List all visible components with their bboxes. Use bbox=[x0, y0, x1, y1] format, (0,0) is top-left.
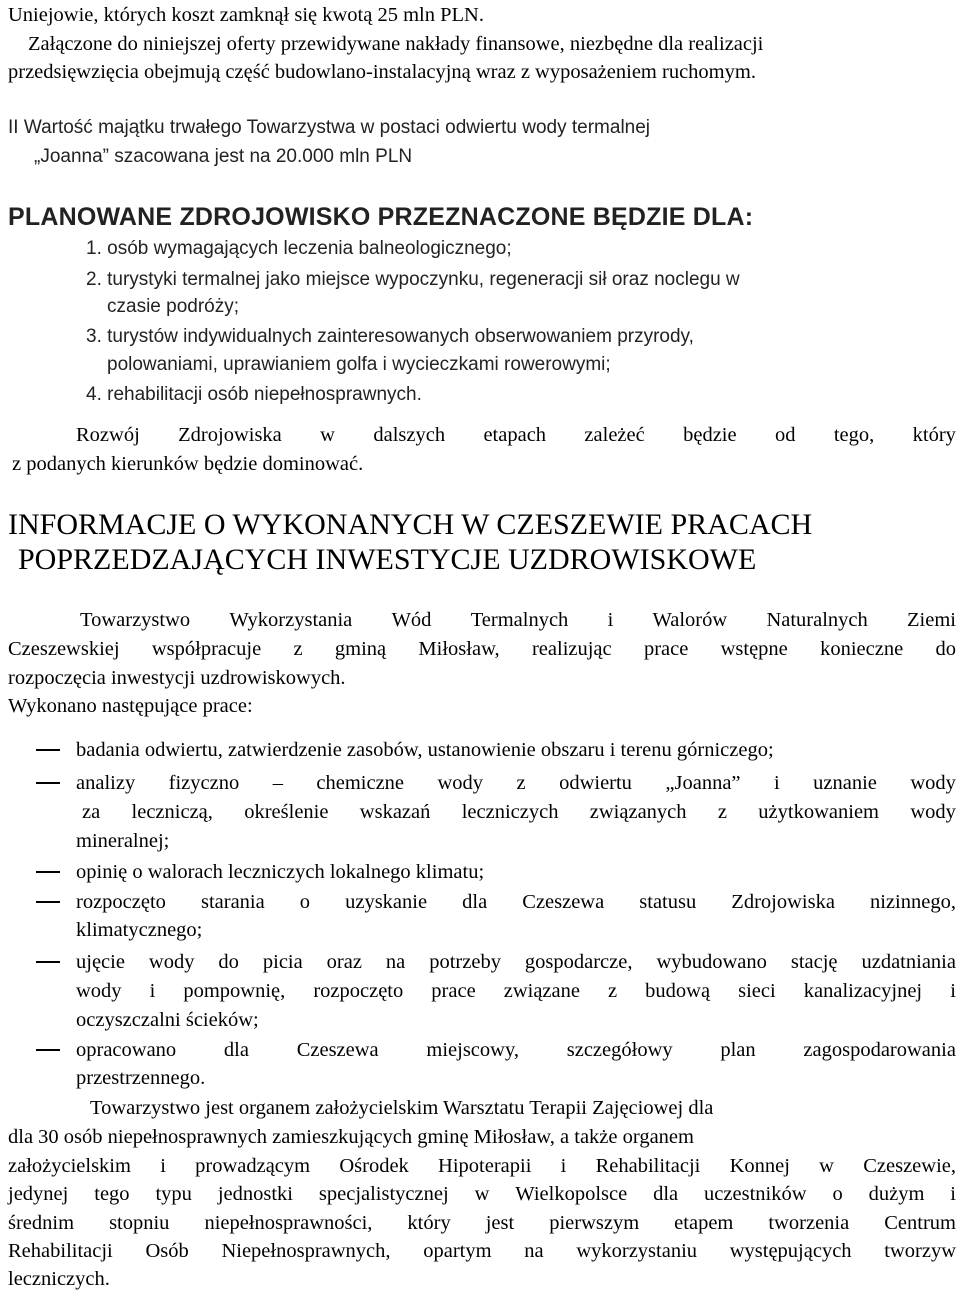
word: i bbox=[149, 980, 156, 1002]
list-item: 4. rehabilitacji osób niepełnosprawnych. bbox=[86, 384, 422, 405]
dash-bullet bbox=[36, 749, 60, 751]
word: Walorów bbox=[652, 609, 728, 631]
word: wybudowano bbox=[656, 951, 767, 973]
word: odwiertu bbox=[559, 772, 632, 794]
word: który bbox=[912, 424, 956, 446]
word: z bbox=[516, 772, 526, 794]
word: uzyskanie bbox=[345, 891, 428, 913]
word: który bbox=[407, 1212, 451, 1234]
word: budową bbox=[645, 980, 711, 1002]
word: dużym bbox=[868, 1183, 925, 1205]
final-line bbox=[8, 1209, 956, 1237]
word: z bbox=[608, 980, 618, 1002]
word: w bbox=[320, 424, 335, 446]
word: potrzeby bbox=[429, 951, 501, 973]
word: chemiczne bbox=[316, 772, 405, 794]
word: kanalizacyjnej bbox=[803, 980, 923, 1002]
word: prowadzącym bbox=[195, 1155, 311, 1177]
word: zagospodarowania bbox=[803, 1039, 956, 1061]
word: prace bbox=[643, 638, 689, 660]
word: wody bbox=[76, 980, 122, 1002]
word: pompownię, bbox=[183, 980, 286, 1002]
dash-bullet bbox=[36, 901, 60, 903]
society-line bbox=[8, 635, 956, 663]
word: leczniczą, bbox=[131, 801, 213, 823]
word: rozpoczęto bbox=[313, 980, 404, 1002]
society-line: rozpoczęcia inwestycji uzdrowiskowych. bbox=[8, 667, 346, 689]
word: do bbox=[218, 951, 239, 973]
word: szczegółowy bbox=[566, 1039, 673, 1061]
word: w bbox=[474, 1183, 490, 1205]
final-line bbox=[8, 1180, 956, 1208]
final-line: Towarzystwo jest organem założycielskim Warsztatu Terapii Zajęciowej dla bbox=[90, 1097, 714, 1119]
list-item: 3. turystów indywidualnych zainteresowanych obserwowaniem przyrody, bbox=[86, 326, 694, 347]
word: gminą bbox=[334, 638, 387, 660]
word: jednostki bbox=[217, 1183, 293, 1205]
word: Miłosław, bbox=[418, 638, 500, 660]
word: statusu bbox=[639, 891, 697, 913]
word: Zdrojowiska bbox=[178, 424, 282, 446]
word: oraz bbox=[326, 951, 362, 973]
society-line bbox=[80, 606, 956, 634]
word: realizując bbox=[531, 638, 612, 660]
dash-bullet bbox=[36, 782, 60, 784]
works-item bbox=[76, 1036, 956, 1064]
list-item-continuation: polowaniami, uprawianiem golfa i wycieczkami rowerowymi; bbox=[107, 354, 611, 375]
dash-bullet bbox=[36, 871, 60, 873]
final-line: leczniczych. bbox=[8, 1268, 110, 1290]
word: o bbox=[832, 1183, 843, 1205]
word: na bbox=[385, 951, 406, 973]
word: fizyczno bbox=[168, 772, 240, 794]
word: za bbox=[82, 801, 101, 823]
word: uznanie bbox=[813, 772, 877, 794]
word: i bbox=[950, 1183, 956, 1205]
word: wstępne bbox=[720, 638, 788, 660]
asset-value-line: II Wartość majątku trwałego Towarzystwa w postaci odwiertu wody termalnej bbox=[8, 117, 651, 138]
word: gospodarcze, bbox=[524, 951, 633, 973]
word: starania bbox=[200, 891, 265, 913]
word: picia bbox=[262, 951, 303, 973]
word: użytkowaniem bbox=[758, 801, 879, 823]
word: założycielskim bbox=[8, 1155, 131, 1177]
final-line: dla 30 osób niepełnosprawnych zamieszkujących gminę Miłosław, a także organem bbox=[8, 1126, 694, 1148]
word: miejscowy, bbox=[426, 1039, 520, 1061]
word: określenie bbox=[244, 801, 329, 823]
works-item-continuation: oczyszczalni ścieków; bbox=[76, 1009, 259, 1031]
word: wykorzystaniu bbox=[576, 1240, 698, 1262]
word: typu bbox=[155, 1183, 192, 1205]
word: współpracuje bbox=[151, 638, 262, 660]
works-item-continuation bbox=[76, 977, 956, 1005]
word: związane bbox=[503, 980, 580, 1002]
word: Rehabilitacji bbox=[595, 1155, 701, 1177]
word: Naturalnych bbox=[766, 609, 868, 631]
word: Konnej bbox=[729, 1155, 790, 1177]
word: Czeszewskiej bbox=[8, 638, 120, 660]
word: niepełnosprawności, bbox=[204, 1212, 373, 1234]
word: od bbox=[774, 424, 796, 446]
word: Rozwój bbox=[76, 424, 140, 446]
word: prace bbox=[431, 980, 476, 1002]
word: Rehabilitacji bbox=[8, 1240, 113, 1262]
word: i bbox=[160, 1155, 166, 1177]
works-item bbox=[76, 769, 956, 797]
word: wody bbox=[148, 951, 195, 973]
word: konieczne bbox=[820, 638, 904, 660]
word: Czeszewa bbox=[522, 891, 605, 913]
works-item bbox=[76, 948, 956, 976]
word: uczestników bbox=[704, 1183, 807, 1205]
works-intro: Wykonano następujące prace: bbox=[8, 695, 253, 717]
word: wody bbox=[437, 772, 484, 794]
word: plan bbox=[720, 1039, 756, 1061]
word: Wód bbox=[391, 609, 432, 631]
word: wskazań bbox=[359, 801, 431, 823]
word: o bbox=[299, 891, 311, 913]
final-line bbox=[8, 1237, 956, 1265]
dash-bullet bbox=[36, 961, 60, 963]
word: specjalistycznej bbox=[318, 1183, 449, 1205]
word: Czeszewa bbox=[296, 1039, 379, 1061]
word: Towarzystwo bbox=[80, 609, 191, 631]
word: związanych bbox=[589, 801, 687, 823]
word: Wielkopolsce bbox=[515, 1183, 628, 1205]
works-item-continuation: mineralnej; bbox=[76, 830, 170, 852]
works-item-continuation: klimatycznego; bbox=[76, 919, 203, 941]
word: uzdatniania bbox=[861, 951, 956, 973]
word: ujęcie bbox=[76, 951, 125, 973]
dash-bullet bbox=[36, 1049, 60, 1051]
word: występujących bbox=[729, 1240, 852, 1262]
info-heading: POPRZEDZAJĄCYCH INWESTYCJE UZDROWISKOWE bbox=[18, 543, 757, 576]
word: nizinnego, bbox=[869, 891, 956, 913]
word: opracowano bbox=[76, 1039, 177, 1061]
word: na bbox=[524, 1240, 544, 1262]
planned-heading: PLANOWANE ZDROJOWISKO PRZEZNACZONE BĘDZIE DLA: bbox=[8, 203, 754, 231]
word: Centrum bbox=[884, 1212, 956, 1234]
development-line: z podanych kierunków będzie dominować. bbox=[12, 453, 364, 475]
word: sieci bbox=[738, 980, 776, 1002]
word: stopniu bbox=[109, 1212, 170, 1234]
works-item-continuation: przestrzennego. bbox=[76, 1067, 206, 1089]
word: dla bbox=[462, 891, 488, 913]
list-item-continuation: czasie podróży; bbox=[107, 296, 240, 317]
word: zależeć bbox=[584, 424, 645, 446]
word: „Joanna” bbox=[665, 772, 741, 794]
word: i bbox=[773, 772, 780, 794]
word: Termalnych bbox=[470, 609, 569, 631]
word: Zdrojowiska bbox=[731, 891, 835, 913]
word: – bbox=[272, 772, 283, 794]
word: do bbox=[935, 638, 956, 660]
word: analizy bbox=[76, 772, 136, 794]
development-line bbox=[76, 421, 956, 449]
word: tworzenia bbox=[768, 1212, 850, 1234]
word: będzie bbox=[683, 424, 737, 446]
word: dla bbox=[223, 1039, 249, 1061]
word: wody bbox=[910, 772, 956, 794]
word: dla bbox=[653, 1183, 679, 1205]
word: opartym bbox=[423, 1240, 492, 1262]
word: Wykorzystania bbox=[229, 609, 353, 631]
word: Niepełnosprawnych, bbox=[221, 1240, 391, 1262]
word: Czeszewie, bbox=[863, 1155, 956, 1177]
word: i bbox=[607, 609, 614, 631]
word: tego, bbox=[833, 424, 875, 446]
word: etapem bbox=[674, 1212, 734, 1234]
word: Hipoterapii bbox=[438, 1155, 532, 1177]
final-line bbox=[8, 1152, 956, 1180]
text-line: przedsięwzięcia obejmują część budowlano-instalacyjną wraz z wyposażeniem ruchomym. bbox=[8, 61, 756, 83]
word: leczniczych bbox=[461, 801, 559, 823]
list-item: 2. turystyki termalnej jako miejsce wypoczynku, regeneracji sił oraz noclegu w bbox=[86, 269, 740, 290]
word: Ośrodek bbox=[339, 1155, 409, 1177]
info-heading: INFORMACJE O WYKONANYCH W CZESZEWIE PRACACH bbox=[8, 508, 813, 541]
works-item bbox=[76, 888, 956, 916]
word: z bbox=[717, 801, 727, 823]
word: z bbox=[293, 638, 303, 660]
word: dalszych bbox=[373, 424, 446, 446]
works-item: opinię o walorach leczniczych lokalnego klimatu; bbox=[76, 861, 485, 883]
list-item: 1. osób wymagających leczenia balneologicznego; bbox=[86, 238, 512, 259]
word: etapach bbox=[483, 424, 547, 446]
word: średnim bbox=[8, 1212, 75, 1234]
works-item-continuation bbox=[82, 798, 956, 826]
word: tworzyw bbox=[884, 1240, 956, 1262]
word: i bbox=[560, 1155, 567, 1177]
word: stację bbox=[790, 951, 838, 973]
word: jest bbox=[485, 1212, 515, 1234]
text-line: Uniejowie, których koszt zamknął się kwotą 25 mln PLN. bbox=[8, 4, 484, 26]
asset-value-line: „Joanna” szacowana jest na 20.000 mln PLN bbox=[34, 146, 413, 167]
word: i bbox=[950, 980, 956, 1002]
word: pierwszym bbox=[549, 1212, 640, 1234]
text-line: Załączone do niniejszej oferty przewidywane nakłady finansowe, niezbędne dla realizacji bbox=[28, 33, 764, 55]
word: rozpoczęto bbox=[76, 891, 166, 913]
works-item: badania odwiertu, zatwierdzenie zasobów, ustanowienie obszaru i terenu górniczego; bbox=[76, 739, 774, 761]
word: wody bbox=[910, 801, 956, 823]
word: Osób bbox=[145, 1240, 189, 1262]
word: Ziemi bbox=[907, 609, 956, 631]
word: tego bbox=[94, 1183, 130, 1205]
word: jedynej bbox=[8, 1183, 69, 1205]
word: w bbox=[819, 1155, 834, 1177]
